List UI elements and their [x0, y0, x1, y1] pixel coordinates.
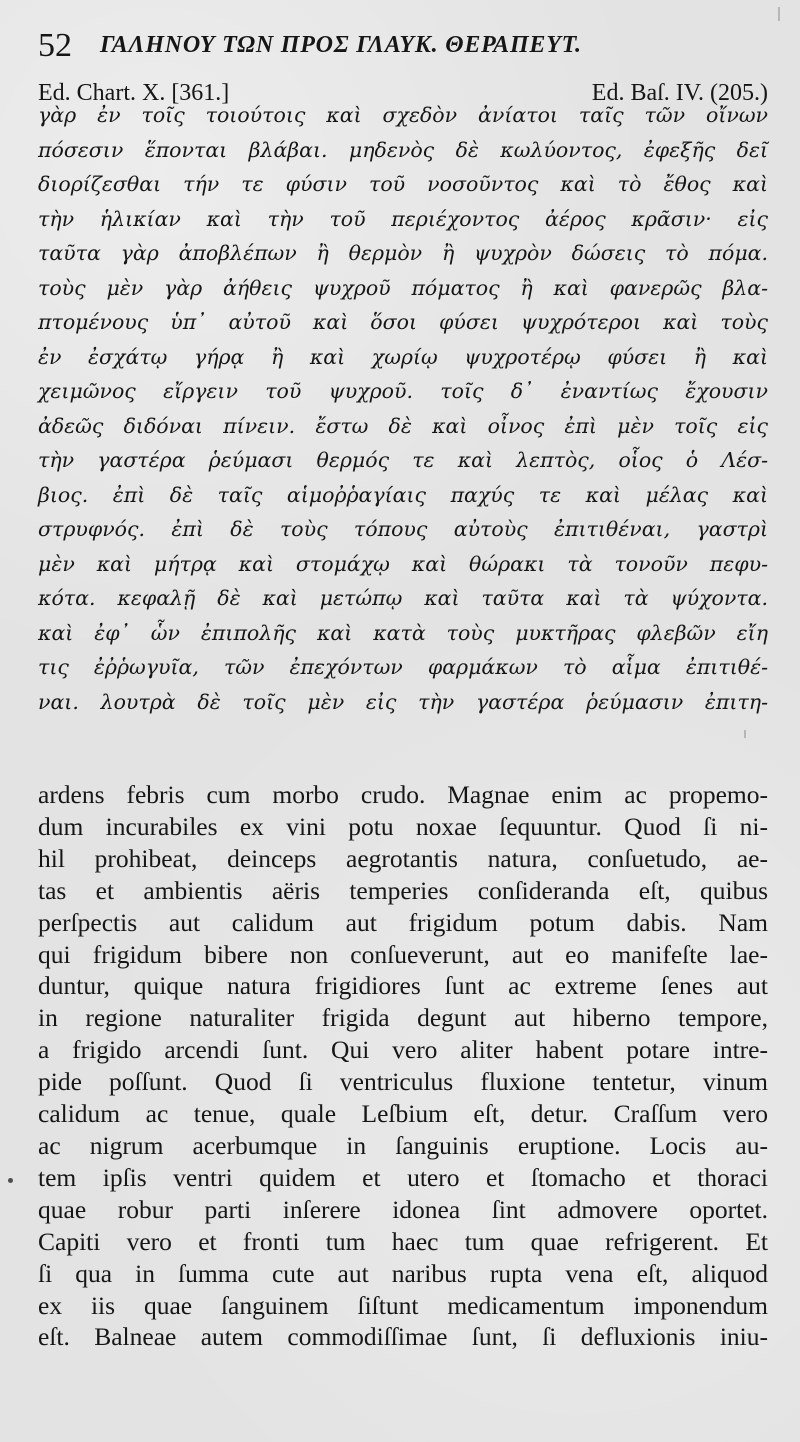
greek-line: κότα. κεφαλῇ δὲ καὶ μετώπῳ καὶ ταῦτα καὶ τὰ ψύχοντα.	[38, 586, 768, 610]
page-number: 52	[38, 27, 72, 64]
greek-line: πόσεσιν ἕπονται βλάβαι. μηδενὸς δὲ κωλύοντος, ἐφεξῆς δεῖ	[38, 137, 768, 162]
latin-line: tem ipſis ventri quidem et utero et ſtomacho et thoraci	[38, 1162, 768, 1192]
latin-text-block	[38, 779, 768, 1353]
latin-line: eſt. Balneae autem commodiſſimae ſunt, ſi defluxionis iniu-	[38, 1322, 768, 1352]
latin-line: ex iis quae ſanguinem ſiſtunt medicamentum imponendum	[38, 1290, 768, 1320]
latin-line: Capiti vero et fronti tum haec tum quae refrigerent. Et	[38, 1226, 768, 1256]
edition-reference-basel: Ed. Baſ. IV. (205.)	[591, 80, 768, 106]
greek-line: ἀδεῶς διδόναι πίνειν. ἔστω δὲ καὶ οἶνος ἐπὶ μὲν τοῖς εἰς	[38, 413, 768, 438]
latin-line: perſpectis aut calidum aut frigidum potum dabis. Nam	[38, 907, 768, 937]
greek-text-block	[38, 98, 768, 719]
greek-line: τοὺς μὲν γὰρ ἀήθεις ψυχροῦ πόματος ἢ καὶ φανερῶς βλα-	[38, 275, 768, 300]
latin-line: qui frigidum bibere non conſueverunt, aut eo manifeſte lae-	[38, 939, 768, 969]
edition-reference-chart: Ed. Chart. X. [361.]	[38, 80, 230, 106]
latin-line: hil prohibeat, deinceps aegrotantis natura, conſuetudo, ae-	[38, 843, 768, 873]
greek-line: στρυφνός. ἐπὶ δὲ τοὺς τόπους αὐτοὺς ἐπιτιθέναι, γαστρὶ	[38, 517, 768, 541]
greek-line: τὴν ἡλικίαν καὶ τὴν τοῦ περιέχοντος ἀέρος κρᾶσιν· εἰς	[38, 206, 768, 231]
latin-line: ſi qua in ſumma cute aut naribus rupta vena eſt, aliquod	[38, 1258, 768, 1288]
greek-line: ταῦτα γὰρ ἀποβλέπων ἢ θερμὸν ἢ ψυχρὸν δώσεις τὸ πόμα.	[38, 241, 768, 265]
latin-line: duntur, quique natura frigidiores ſunt ac extreme ſenes aut	[38, 971, 768, 1001]
running-head	[38, 24, 768, 64]
latin-line: tas et ambientis aëris temperies conſideranda eſt, quibus	[38, 875, 768, 905]
edge-mark	[744, 730, 746, 738]
greek-line: βιος. ἐπὶ δὲ ταῖς αἱμοῤῥαγίαις παχύς τε καὶ μέλας καὶ	[38, 482, 768, 507]
latin-line: quae robur parti inſerere idonea ſint admovere oportet.	[38, 1194, 768, 1224]
greek-line: διορίζεσθαι τήν τε φύσιν τοῦ νοσοῦντος καὶ τὸ ἔθος καὶ	[38, 172, 768, 196]
latin-line: pide poſſunt. Quod ſi ventriculus fluxione tentetur, vinum	[38, 1067, 768, 1097]
greek-line: καὶ ἐφ᾽ ὧν ἐπιπολῆς καὶ κατὰ τοὺς μυκτῆρας φλεβῶν εἴη	[38, 620, 768, 645]
greek-line: τὴν γαστέρα ῥεύμασι θερμός τε καὶ λεπτὸς, οἷος ὁ Λέσ-	[38, 448, 768, 472]
running-head-title: ΓΑΛΗΝΟΥ ΤΩΝ ΠΡΟΣ ΓΛΑΥΚ. ΘΕΡΑΠΕΥΤ.	[100, 32, 582, 58]
latin-line: in regione naturaliter frigida degunt aut hiberno tempore,	[38, 1003, 768, 1033]
greek-line: τις ἐῤῥωγυῖα, τῶν ἐπεχόντων φαρμάκων τὸ αἷμα ἐπιτιθέ-	[38, 655, 768, 679]
greek-line: ναι. λουτρὰ δὲ τοῖς μὲν εἰς τὴν γαστέρα ῥεύμασιν ἐπιτη-	[38, 689, 768, 714]
greek-line: ἐν ἐσχάτῳ γήρᾳ ἢ καὶ χωρίῳ ψυχροτέρῳ φύσει ἢ καὶ	[38, 344, 768, 369]
latin-line: ac nigrum acerbumque in ſanguinis eruptione. Locis au-	[38, 1130, 768, 1160]
greek-line: γὰρ ἐν τοῖς τοιούτοις καὶ σχεδὸν ἀνίατοι ταῖς τῶν οἴνων	[38, 103, 768, 127]
latin-line: calidum ac tenue, quale Leſbium eſt, detur. Craſſum vero	[38, 1099, 768, 1129]
greek-line: μὲν καὶ μήτρᾳ καὶ στομάχῳ καὶ θώρακι τὰ τονοῦν πεφυ-	[38, 551, 768, 576]
greek-line: πτομένους ὑπ᾽ αὐτοῦ καὶ ὅσοι φύσει ψυχρότεροι καὶ τοὺς	[38, 310, 768, 334]
latin-line: dum incurabiles ex vini potu noxae ſequuntur. Quod ſi ni-	[38, 811, 768, 841]
margin-dot	[8, 1178, 13, 1183]
edge-mark	[778, 7, 780, 21]
latin-line: a frigido arcendi ſunt. Qui vero aliter habent potare intre-	[38, 1035, 768, 1065]
latin-line: ardens febris cum morbo crudo. Magnae enim ac propemo-	[38, 780, 768, 809]
greek-line: χειμῶνος εἴργειν τοῦ ψυχροῦ. τοῖς δ᾽ ἐναντίως ἔχουσιν	[38, 379, 768, 403]
